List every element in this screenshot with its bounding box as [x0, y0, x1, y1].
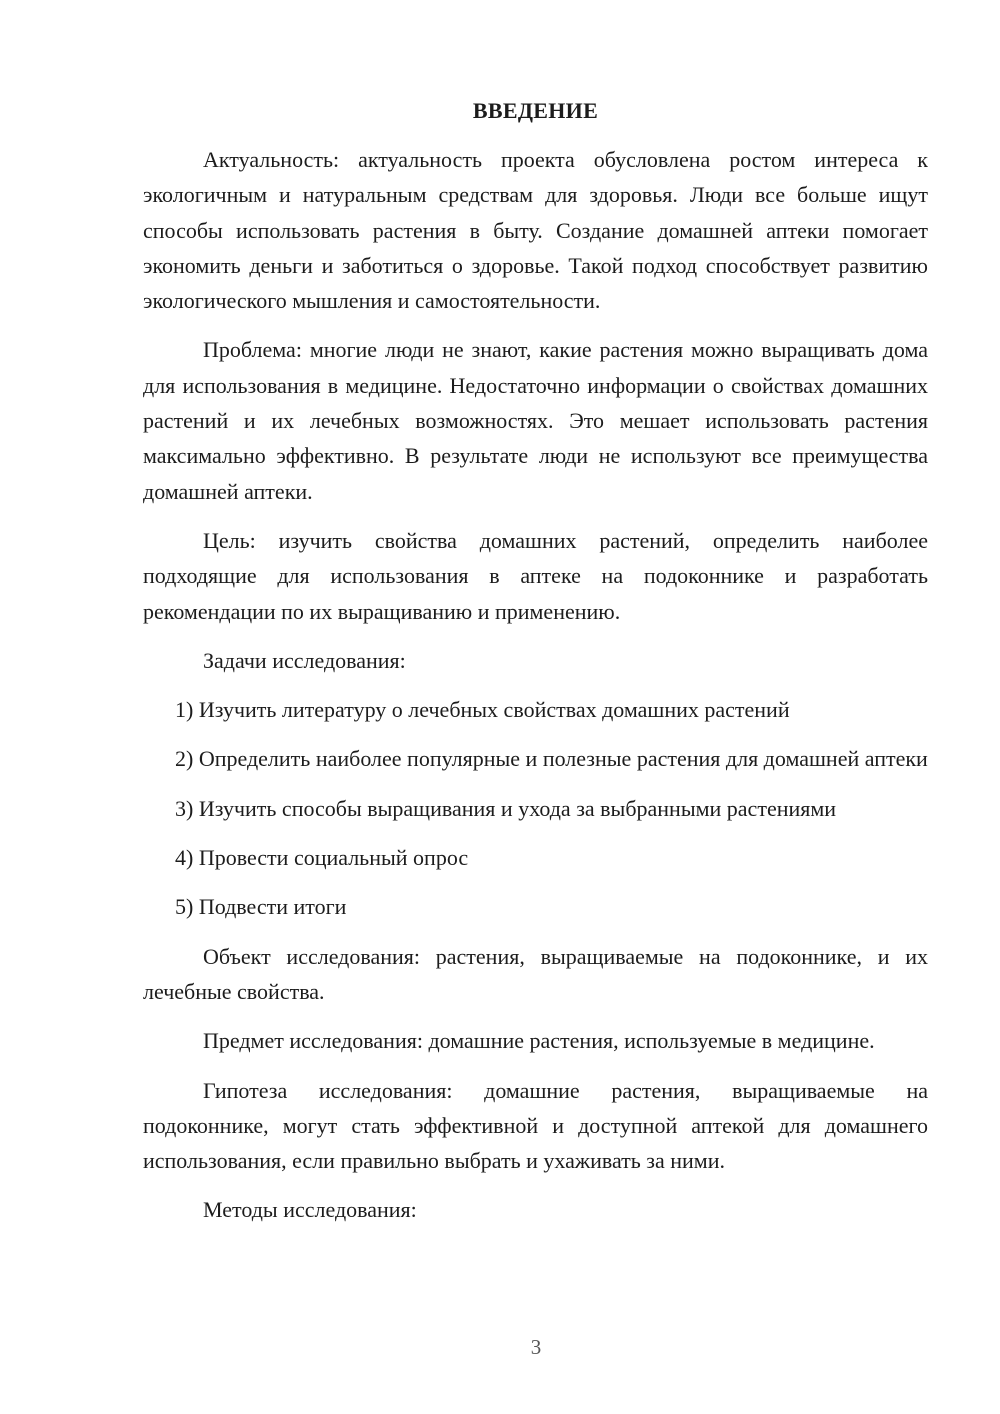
tasks-heading: Задачи исследования:	[203, 647, 406, 673]
task-item: 4) Провести социальный опрос	[175, 845, 469, 871]
paragraph-relevance: Актуальность: актуальность проекта обусловлена ростом интереса к экологичным и натуральным средствам для здоровья. Люди все больше ищут способы использовать растения в быту. Создание домашней аптеки помогает экономить деньги и заботиться о здоровье. Такой подход способствует развитию экологического мышления и самостоятельности.	[143, 147, 928, 314]
paragraph-object: Объект исследования: растения, выращиваемые на подоконнике, и их лечебные свойства.	[143, 943, 928, 1004]
task-item: 5) Подвести итоги	[175, 894, 347, 920]
page-number: 3	[530, 1335, 542, 1359]
task-item: 2) Определить наиболее популярные и полезные растения для домашней аптеки	[175, 746, 928, 772]
paragraph-problem: Проблема: многие люди не знают, какие растения можно выращивать дома для использования в медицине. Недостаточно информации о свойствах домашних растений и их лечебных возможностях. Это мешает использовать растения максимально эффективно. В результате люди не используют все преимущества домашней аптеки.	[143, 337, 928, 504]
paragraph-hypothesis: Гипотеза исследования: домашние растения, выращиваемые на подоконнике, могут стать эффективной и доступной аптекой для домашнего использования, если правильно выбрать и ухаживать за ними.	[143, 1077, 928, 1174]
methods-heading: Методы исследования:	[203, 1197, 417, 1223]
task-item: 3) Изучить способы выращивания и ухода за выбранными растениями	[175, 795, 837, 821]
page-title: ВВЕДЕНИЕ	[472, 98, 599, 123]
paragraph-subject: Предмет исследования: домашние растения, используемые в медицине.	[203, 1028, 875, 1054]
page-content	[143, 95, 928, 1242]
paragraph-goal: Цель: изучить свойства домашних растений, определить наиболее подходящие для использования в аптеке на подоконнике и разработать рекомендации по их выращиванию и применению.	[143, 527, 928, 624]
task-item: 1) Изучить литературу о лечебных свойствах домашних растений	[175, 697, 790, 723]
